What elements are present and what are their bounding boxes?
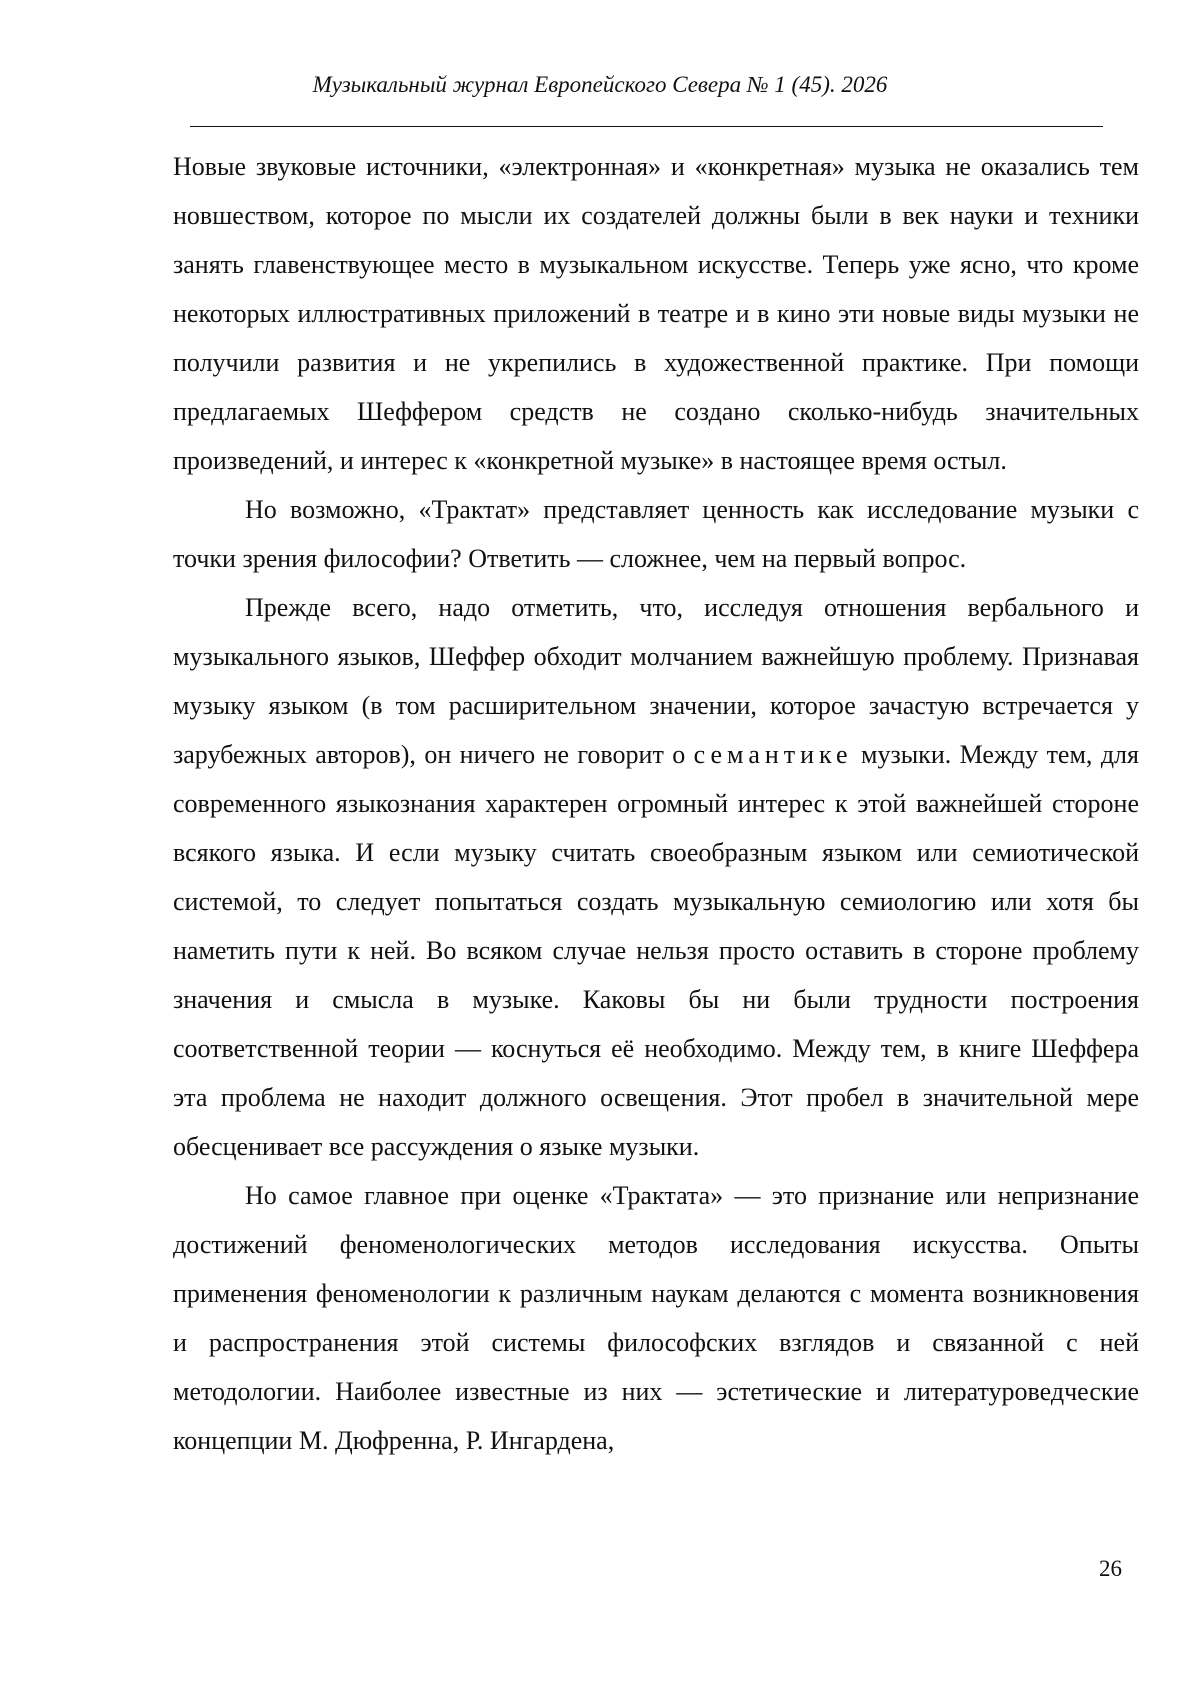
paragraph-3-text-before: Прежде всего, надо отметить, что, исследуя отношения вербального и музыкального языков, Шеффер обходит молчанием важнейшую проблему. Признавая музыку языком (в том расширительном значении, которое зачастую встречается у зарубежных авторов), он ничего не говорит о (173, 593, 1139, 769)
article-body (173, 142, 1139, 1465)
running-header: Музыкальный журнал Европейского Севера № 1 (45). 2026 (312, 72, 888, 97)
page-number: 26 (1099, 1556, 1122, 1581)
paragraph-3 (173, 583, 1139, 1171)
paragraph-4: Но самое главное при оценке «Трактата» — это признание или непризнание достижений феноменологических методов исследования искусства. Опыты применения феноменологии к различным наукам делаются с момента возникновения и распространения этой системы философских взглядов и связанной с ней методологии. Наиболее известные из них — эстетические и литературоведческие концепции М. Дюфренна, Р. Ингардена, (173, 1181, 1139, 1455)
paragraph-2: Но возможно, «Трактат» представляет ценность как исследование музыки с точки зрения философии? Ответить — сложнее, чем на первый вопрос. (173, 495, 1139, 573)
header-divider (190, 126, 1103, 127)
paragraph-1: Новые звуковые источники, «электронная» и «конкретная» музыка не оказались тем новшеством, которое по мысли их создателей должны были в век науки и техники занять главенствующее место в музыкальном искусстве. Теперь уже ясно, что кроме некоторых иллюстративных приложений в театре и в кино эти новые виды музыки не получили развития и не укрепились в художественной практике. При помощи предлагаемых Шеффером средств не создано сколько-нибудь значительных произведений, и интерес к «конкретной музыке» в настоящее время остыл. (173, 152, 1139, 475)
emphasized-term: семантике (693, 740, 853, 769)
paragraph-3-text-after: музыки. Между тем, для современного языкознания характерен огромный интерес к этой важнейшей стороне всякого языка. И если музыку считать своеобразным языком или семиотической системой, то следует попытаться создать музыкальную семиологию или хотя бы наметить пути к ней. Во всяком случае нельзя просто оставить в стороне проблему значения и смысла в музыке. Каковы бы ни были трудности построения соответственной теории — коснуться её необходимо. Между тем, в книге Шеффера эта проблема не находит должного освещения. Этот пробел в значительной мере обесценивает все рассуждения о языке музыки. (173, 740, 1139, 1161)
